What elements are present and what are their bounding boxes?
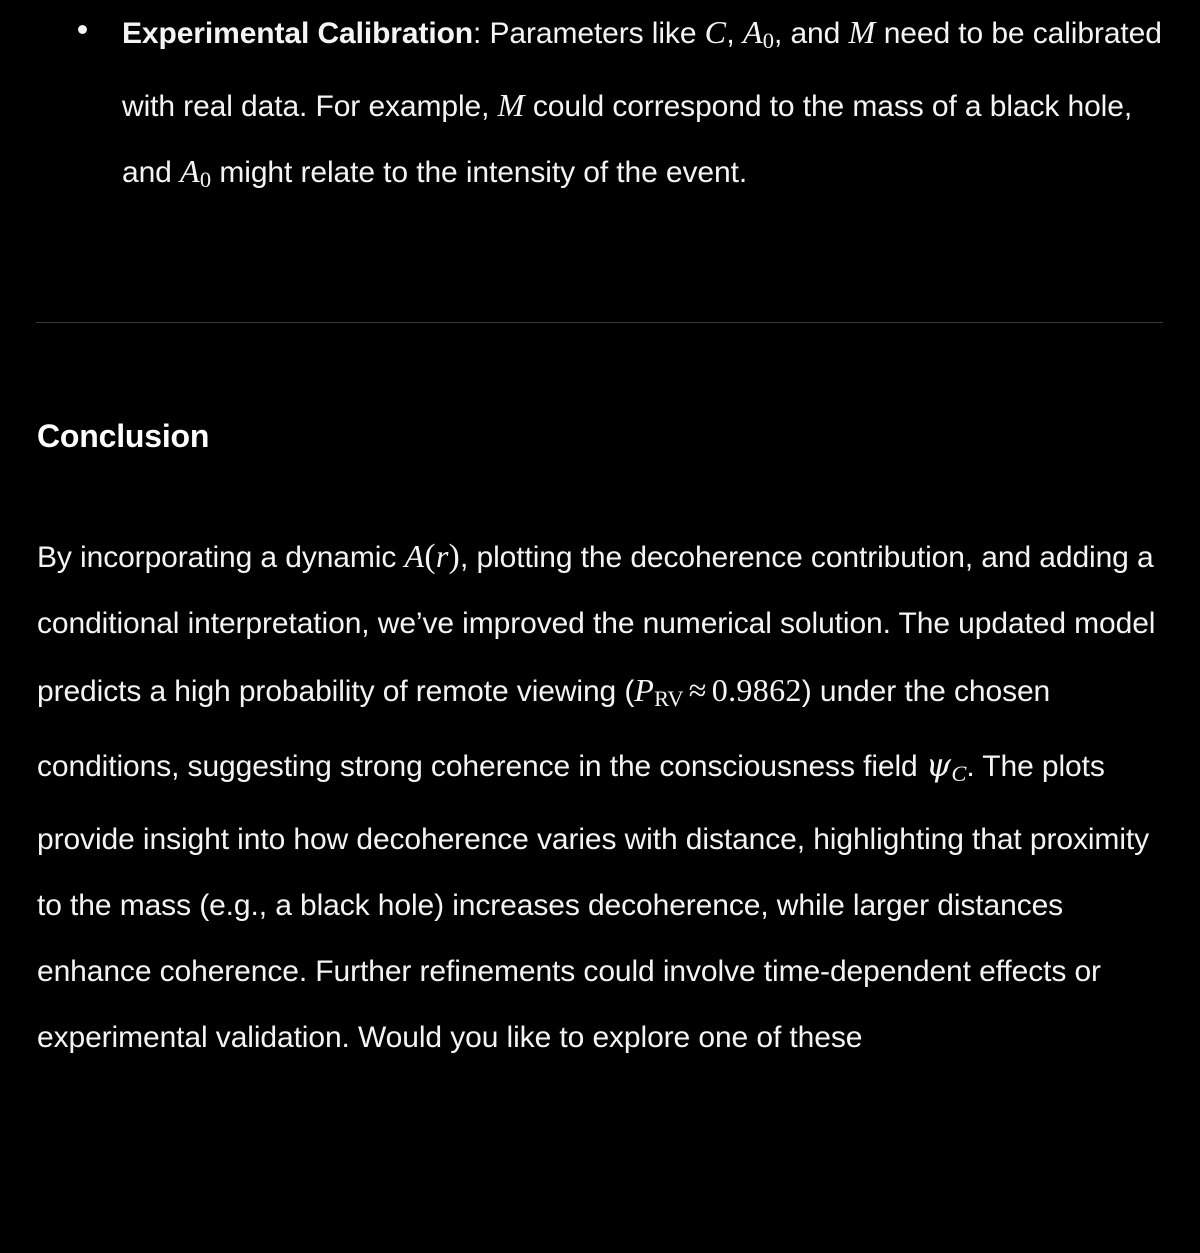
math-inline-P-RV: $P_{RV} \approx 0.9862$: [634, 672, 802, 711]
list-item-text-2: , and: [773, 17, 849, 50]
section-divider: [36, 322, 1163, 323]
math-inline-M-first: M: [848, 14, 876, 50]
paragraph-text-3: ) under the chosen conditions, suggesting strong coherence in the consciousness field: [37, 675, 1051, 783]
bullet-list: [0, 0, 1200, 212]
list-item-text-3: need to be calibrated with real data. For example,: [122, 17, 1162, 123]
math-inline-A-of-r: A(r): [404, 538, 461, 575]
math-inline-psi-C: $\psi_C$: [925, 745, 967, 786]
list-item-label-suffix: : Parameters like: [473, 17, 705, 50]
paragraph-text-2: , plotting the decoherence contribution, and adding a conditional interpretation, we’ve improved the numerical solution. The updated model predicts a high probability of remote viewing (: [37, 541, 1156, 708]
conclusion-paragraph: [37, 523, 1164, 1071]
math-separator: ,: [726, 17, 743, 50]
math-inline-C: C: [704, 14, 727, 50]
page-title: Conclusion: [37, 418, 210, 454]
math-inline-A0-first: $A_0$: [742, 14, 774, 53]
list-item-label: Experimental Calibration: [122, 17, 474, 50]
math-inline-M-second: M: [497, 86, 525, 123]
bullet-point-icon: [78, 25, 87, 34]
math-inline-A0-second: $A_0$: [180, 152, 212, 192]
paragraph-text-1: By incorporating a dynamic: [37, 541, 405, 574]
paragraph-text-4: . The plots provide insight into how decoherence varies with distance, highlighting that proximity to the mass (e.g., a black hole) increases decoherence, while larger distances enhance coherence. Further refinements could involve time-dependent effects or experimental validation. Would you like to explore one of these: [37, 749, 1150, 1054]
list-item: [0, 0, 1200, 212]
list-item-text-5: might relate to the intensity of the event.: [211, 155, 748, 189]
list-item-text-4: could correspond to the mass of a black hole, and: [122, 89, 1133, 189]
